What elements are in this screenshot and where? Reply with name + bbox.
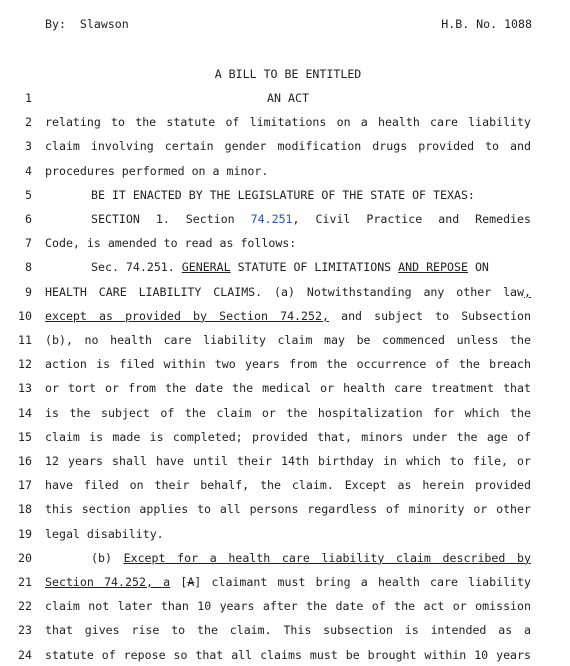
bill-text-line [45, 381, 531, 395]
text-run: (b), no health care liability claim may be commenced unless the [45, 333, 531, 347]
inserted-text: Section 74.252, a [45, 575, 171, 589]
bill-text-line [45, 333, 531, 347]
bill-text-line [45, 236, 531, 250]
line-number: 3 [25, 139, 32, 154]
inserted-text: AND REPOSE [398, 260, 468, 275]
line-number: 18 [18, 502, 32, 517]
section-link[interactable]: 74.251 [250, 212, 293, 226]
line-number: 22 [18, 599, 32, 614]
text-run: Sec. 74.251. [91, 260, 182, 275]
inserted-text: Except for a health care liability claim described by [123, 550, 531, 565]
line-number: 6 [25, 212, 32, 226]
line-number: 9 [25, 284, 32, 299]
line-number: 21 [18, 575, 32, 589]
line-number: 12 [18, 357, 32, 372]
text-run: Code, is amended to read as follows: [45, 236, 297, 251]
bill-text-line [45, 212, 531, 226]
line-number: 5 [25, 187, 32, 202]
line-number: 4 [25, 163, 32, 178]
bill-text-line [45, 478, 531, 492]
bill-text-line [45, 309, 531, 323]
text-run: HEALTH CARE LIABILITY CLAIMS. (a) Notwithstanding any other law [45, 284, 525, 299]
text-run: this section applies to all persons regardless of minority or other [45, 502, 531, 517]
text-run: AN ACT [267, 91, 309, 105]
text-run: legal disability. [45, 526, 164, 541]
line-number: 7 [25, 236, 32, 251]
text-run: is the subject of the claim or the hospitalization for which the [45, 405, 531, 420]
text-run: ON [467, 260, 489, 275]
line-number: 23 [18, 623, 32, 638]
text-run: action is filed within two years from the occurrence of the breach [45, 357, 531, 372]
line-number: 20 [18, 550, 32, 565]
line-number: 19 [18, 526, 32, 541]
bill-text-line [45, 285, 531, 299]
text-run: claim not later than 10 years after the date of the act or omission [45, 599, 531, 614]
text-run: (b) [91, 550, 124, 565]
text-run: claim involving certain gender modification drugs provided to and [45, 139, 531, 154]
deleted-text: A [187, 575, 195, 589]
line-number: 1 [25, 91, 32, 105]
bill-text-line [45, 188, 531, 202]
bill-text-line [45, 430, 531, 444]
line-number: 2 [25, 115, 32, 130]
bill-number: H.B. No. 1088 [441, 17, 532, 31]
bill-text-line [45, 164, 531, 178]
text-run: SECTION 1. Section [91, 212, 251, 226]
line-number: 24 [18, 647, 32, 662]
bill-text-line [45, 357, 531, 371]
text-run: 12 years shall have until their 14th birthday in which to file, or [45, 454, 531, 468]
bill-text-line [45, 599, 531, 613]
text-run: and subject to Subsection [328, 308, 532, 323]
bill-title: A BILL TO BE ENTITLED [214, 67, 362, 81]
text-run: relating to the statute of limitations on a health care liability [45, 115, 531, 130]
bill-text-line [45, 575, 531, 589]
text-run: that gives rise to the claim. This subsection is intended as a [45, 623, 531, 638]
text-run: procedures performed on a minor. [45, 163, 269, 178]
bill-text-line [45, 648, 531, 662]
line-number: 14 [18, 405, 32, 420]
inserted-text: except as provided by Section 74.252, [45, 308, 329, 323]
text-run: BE IT ENACTED BY THE LEGISLATURE OF THE STATE OF TEXAS: [91, 187, 475, 202]
text-run: , Civil Practice and Remedies [292, 212, 532, 226]
inserted-text: , [524, 284, 531, 299]
bill-text-line [45, 139, 531, 153]
line-number: 15 [18, 429, 32, 444]
bill-text-line [45, 260, 531, 274]
text-run: [ [170, 575, 188, 589]
line-number: 16 [18, 454, 32, 468]
text-run: STATUTE OF LIMITATIONS [230, 260, 399, 275]
line-number: 10 [18, 308, 32, 323]
text-run: ] claimant must bring a health care liability [194, 575, 531, 589]
bill-text-line [45, 115, 531, 129]
bill-text-line [45, 527, 531, 541]
text-run: statute of repose so that all claims must be brought within 10 years [45, 647, 531, 662]
line-number: 11 [18, 333, 32, 347]
bill-text-line [45, 623, 531, 637]
text-run: have filed on their behalf, the claim. Except as herein provided [45, 478, 531, 493]
bill-text-line [45, 406, 531, 420]
bill-text-line [45, 454, 531, 468]
text-run: claim is made is completed; provided that, minors under the age of [45, 429, 531, 444]
bill-text-line [45, 551, 531, 565]
line-number: 13 [18, 381, 32, 396]
line-number: 17 [18, 478, 32, 493]
text-run: or tort or from the date the medical or health care treatment that [45, 381, 531, 396]
author-line: By: Slawson [45, 17, 129, 31]
line-number: 8 [25, 260, 32, 275]
bill-text-line [45, 502, 531, 516]
inserted-text: GENERAL [181, 260, 231, 275]
bill-text-line [45, 91, 531, 105]
